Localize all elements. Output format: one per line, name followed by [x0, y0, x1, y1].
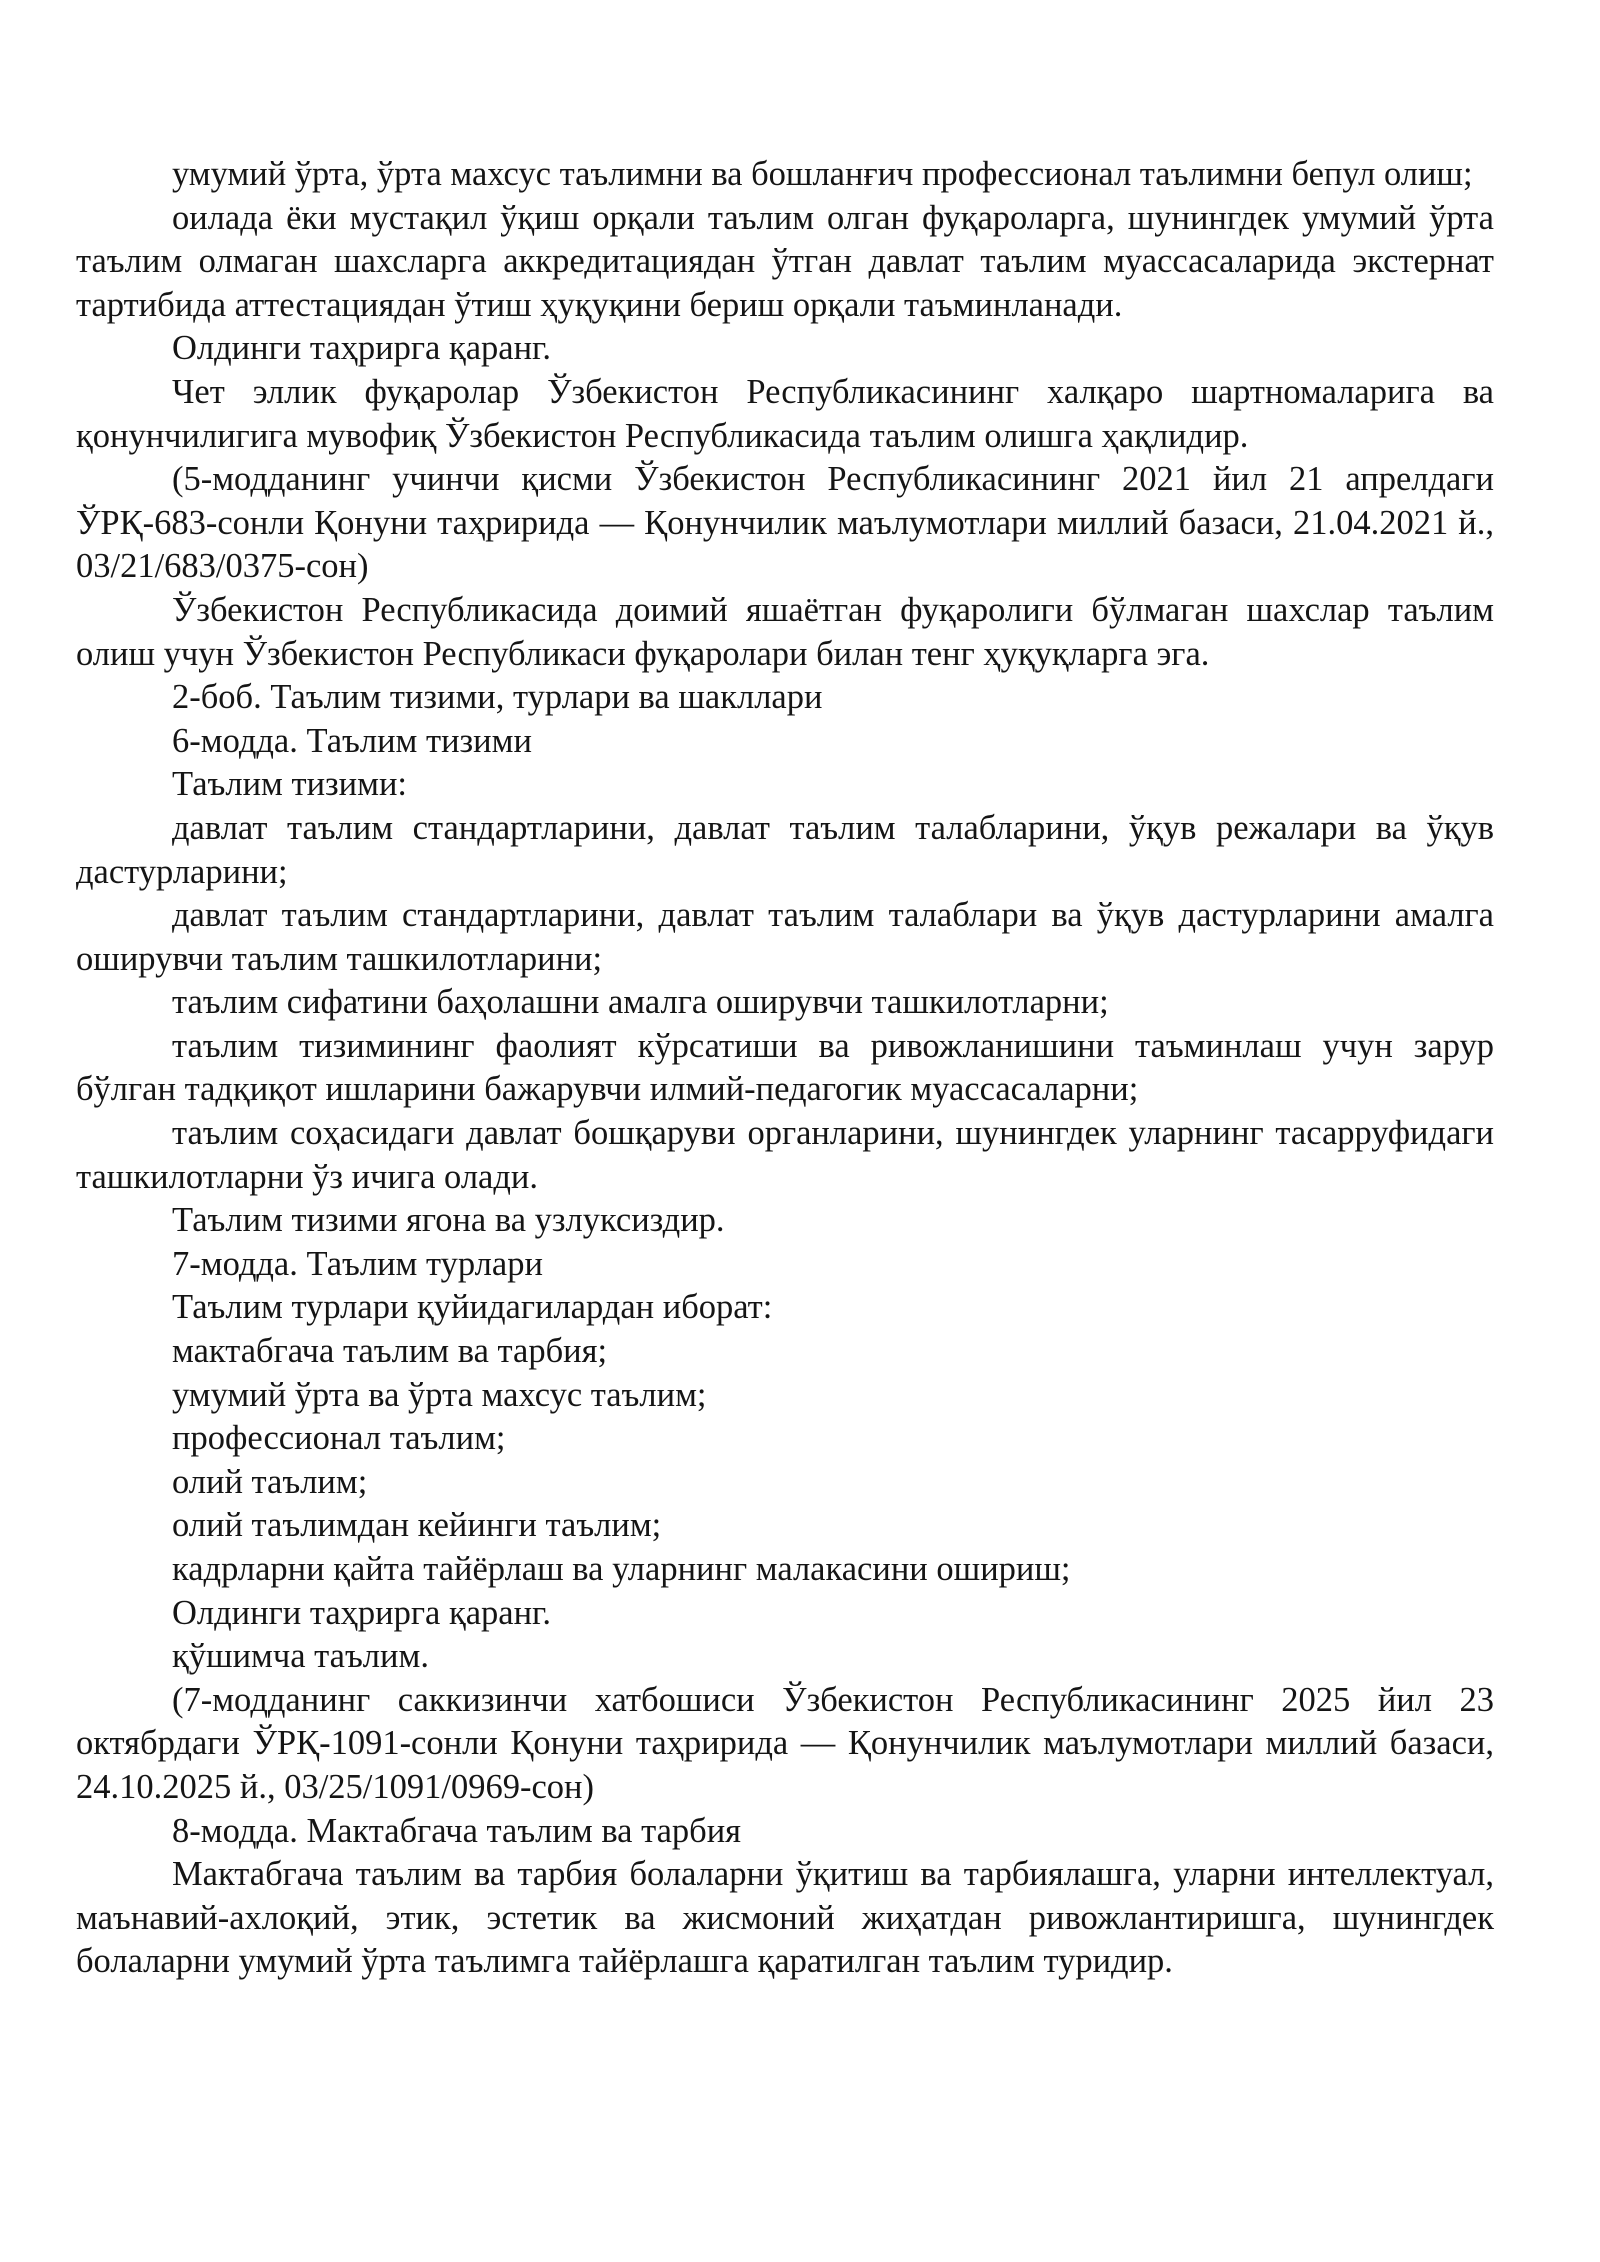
paragraph: Ўзбекистон Республикасида доимий яшаётган фуқаролиги бўлмаган шахслар таълим олиш учун Ўзбекистон Республикаси фуқаролари билан тенг ҳуқуқларга эга.	[76, 590, 1494, 673]
see-previous-edition-link[interactable]: Олдинги таҳрирга қаранг.	[172, 329, 551, 368]
list-item: профессионал таълим;	[172, 1419, 506, 1458]
paragraph: Таълим тизими ягона ва узлуксиздир.	[172, 1201, 725, 1240]
document-page	[76, 153, 1494, 1984]
paragraph: Мактабгача таълим ва тарбия болаларни ўқитиш ва тарбиялашга, уларни интеллектуал, маънавий-ахлоқий, этик, эстетик ва жисмоний жиҳатдан ривожлантиришга, шунингдек болаларни умумий ўрта таълимга тайёрлашга қаратилган таълим туридир.	[76, 1855, 1494, 1981]
list-item: таълим сифатини баҳолашни амалга оширувчи ташкилотларни;	[172, 983, 1109, 1022]
see-previous-edition-link[interactable]: Олдинги таҳрирга қаранг.	[172, 1593, 551, 1632]
list-item: таълим соҳасидаги давлат бошқаруви органларини, шунингдек уларнинг тасарруфидаги ташкилотларни ўз ичига олади.	[76, 1114, 1494, 1196]
article-heading: 8-модда. Мактабгача таълим ва тарбия	[172, 1811, 742, 1850]
paragraph: оилада ёки мустақил ўқиш орқали таълим олган фуқароларга, шунингдек умумий ўрта таълим олмаган шахсларга аккредитациядан ўтган давлат таълим муассасаларида экстернат тартибида аттестациядан ўтиш ҳуқуқини бериш орқали таъминланади.	[76, 198, 1494, 324]
paragraph: Чет эллик фуқаролар Ўзбекистон Республикасининг халқаро шартномаларига ва қонунчилигига мувофиқ Ўзбекистон Республикасида таълим олишга ҳақлидир.	[76, 372, 1494, 455]
chapter-heading: 2-боб. Таълим тизими, турлари ва шакллари	[172, 678, 823, 717]
list-item: олий таълимдан кейинги таълим;	[172, 1506, 662, 1545]
list-item: умумий ўрта ва ўрта махсус таълим;	[172, 1375, 707, 1414]
list-item: мактабгача таълим ва тарбия;	[172, 1332, 608, 1371]
amendment-note: (7-модданинг саккизинчи хатбошиси Ўзбекистон Республикасининг 2025 йил 23 октябрдаги ЎРҚ-1091-сонли Қонуни таҳририда — Қонунчилик маълумотлари миллий базаси, 24.10.2025 й., 03/25/1091/0969-сон)	[76, 1680, 1494, 1806]
list-item: қўшимча таълим.	[172, 1637, 429, 1676]
paragraph: умумий ўрта, ўрта махсус таълимни ва бошланғич профессионал таълимни бепул олиш;	[172, 155, 1473, 193]
list-item: давлат таълим стандартларини, давлат таълим талабларини, ўқув режалари ва ўқув дастурларини;	[76, 808, 1494, 891]
list-item: таълим тизимининг фаолият кўрсатиши ва ривожланишини таъминлаш учун зарур бўлган тадқиқот ишларини бажарувчи илмий-педагогик муассасаларни;	[76, 1026, 1494, 1109]
list-item: олий таълим;	[172, 1462, 368, 1501]
paragraph: Таълим турлари қуйидагилардан иборат:	[172, 1288, 773, 1327]
amendment-note: (5-модданинг учинчи қисми Ўзбекистон Республикасининг 2021 йил 21 апрелдаги ЎРҚ-683-сонли Қонуни таҳририда — Қонунчилик маълумотлари миллий базаси, 21.04.2021 й., 03/21/683/0375-сон)	[76, 460, 1494, 586]
article-heading: 6-модда. Таълим тизими	[172, 721, 532, 760]
article-heading: 7-модда. Таълим турлари	[172, 1244, 543, 1283]
list-item: давлат таълим стандартларини, давлат таълим талаблари ва ўқув дастурларини амалга оширувчи таълим ташкилотларини;	[76, 896, 1494, 978]
list-item: кадрларни қайта тайёрлаш ва уларнинг малакасини ошириш;	[172, 1550, 1071, 1588]
paragraph: Таълим тизими:	[172, 765, 408, 804]
